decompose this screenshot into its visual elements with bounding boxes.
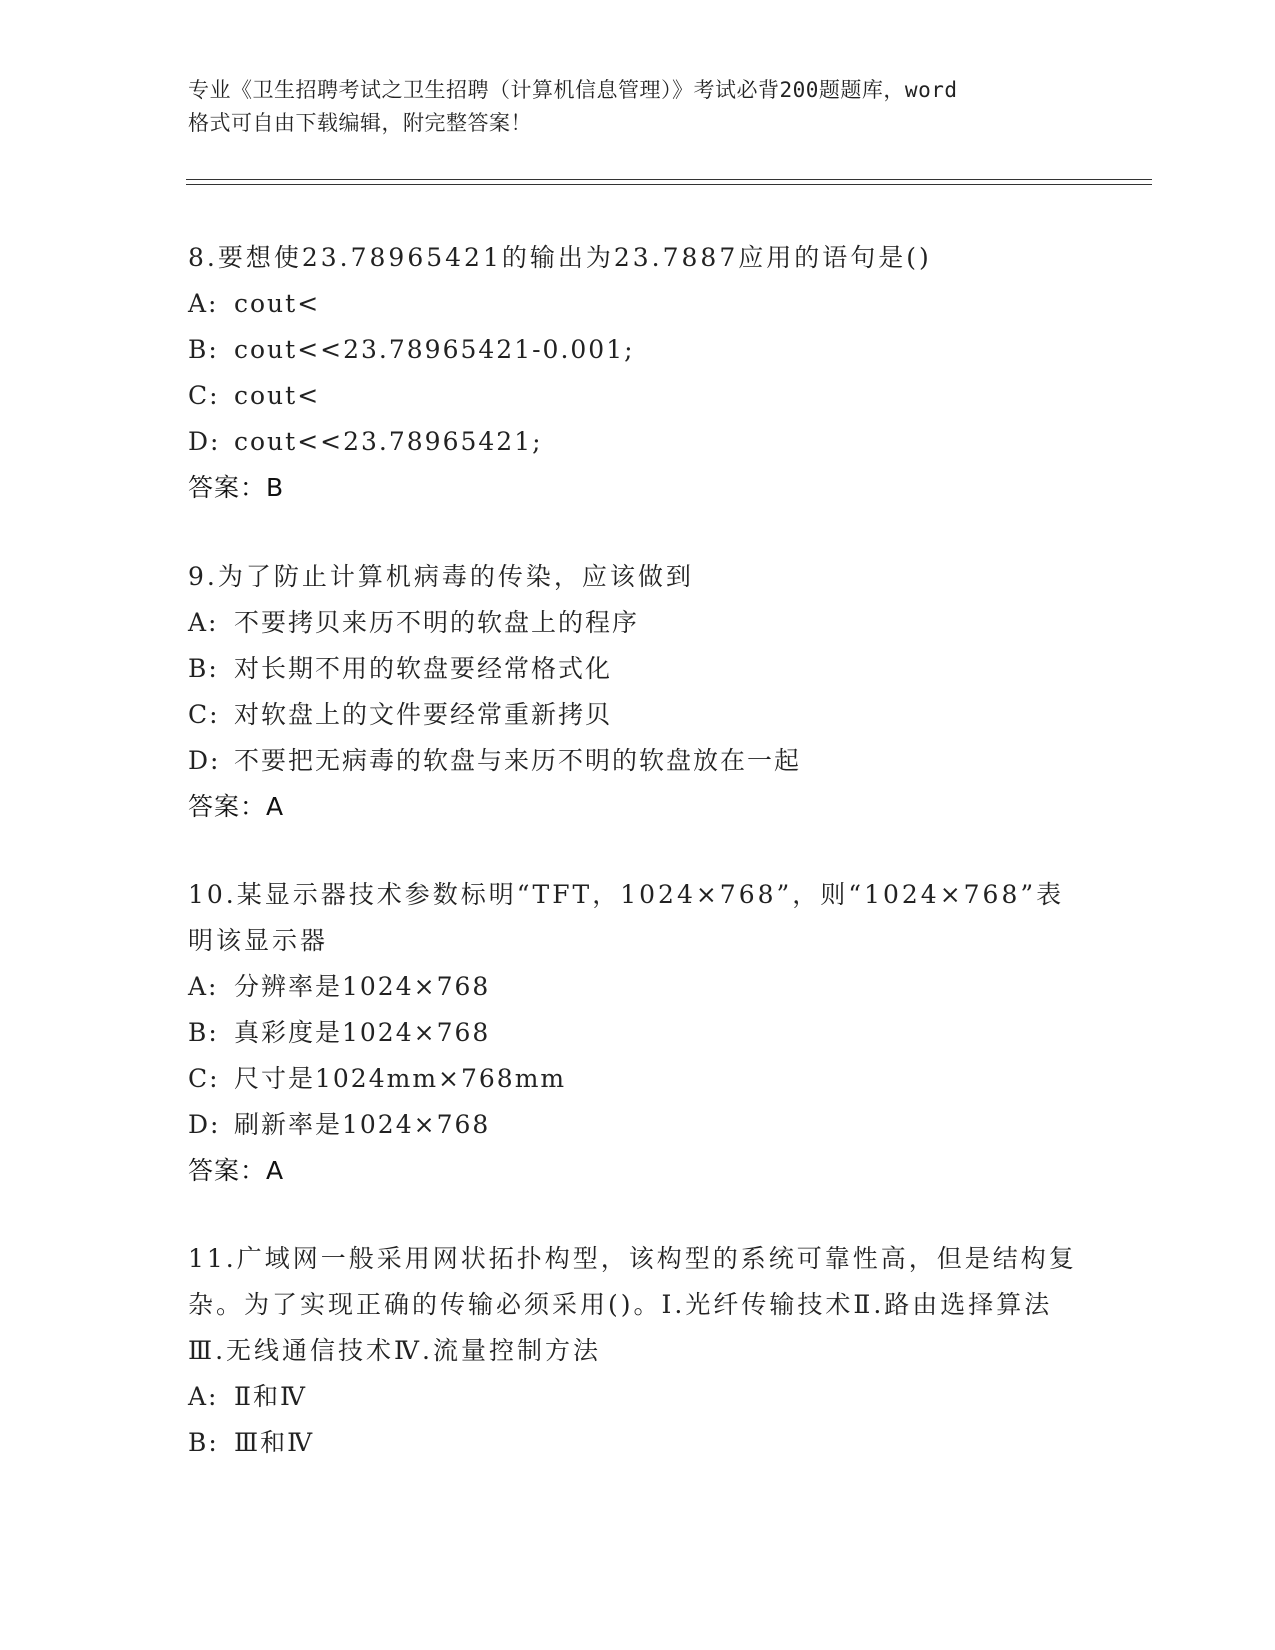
header-divider-top: [186, 179, 1152, 180]
option-text: 不要拷贝来历不明的软盘上的程序: [234, 608, 640, 637]
option-letter: D:: [188, 746, 221, 775]
header-title-line-1: 专业《卫生招聘考试之卫生招聘（计算机信息管理）》考试必背200题题库，word: [188, 78, 958, 102]
header-divider-bottom: [186, 184, 1152, 185]
question-stem: 9.为了防止计算机病毒的传染，应该做到: [188, 562, 694, 591]
option-text: 刷新率是1024×768: [234, 1110, 491, 1139]
option-b: [188, 646, 1088, 692]
option-a: [188, 964, 1088, 1010]
option-c: [188, 692, 1088, 738]
question-stem: 11.广域网一般采用网状拓扑构型，该构型的系统可靠性高，但是结构复杂。为了实现正确的传输必须采用()。Ⅰ.光纤传输技术Ⅱ.路由选择算法Ⅲ.无线通信技术Ⅳ.流量控制方法: [188, 1244, 1077, 1365]
option-letter: D:: [188, 427, 221, 456]
header-title-line-2: 格式可自由下载编辑，附完整答案！: [188, 111, 532, 135]
option-b: [188, 1010, 1088, 1056]
option-a: [188, 600, 1088, 646]
option-text: Ⅲ和Ⅳ: [234, 1428, 315, 1457]
option-c: [188, 1056, 1088, 1102]
option-letter: B:: [188, 1428, 219, 1457]
option-d: [188, 1102, 1088, 1148]
answer-line: 答案：B: [188, 473, 285, 502]
option-letter: A:: [188, 608, 219, 637]
option-letter: A:: [188, 972, 219, 1001]
option-c: [188, 373, 1088, 419]
option-letter: A:: [188, 1382, 219, 1411]
option-text: 对软盘上的文件要经常重新拷贝: [234, 700, 613, 729]
question-stem: 10.某显示器技术参数标明“TFT，1024×768”，则“1024×768”表明该显示器: [188, 880, 1065, 955]
option-letter: B:: [188, 335, 219, 364]
option-text: Ⅱ和Ⅳ: [234, 1382, 307, 1411]
option-text: 尺寸是1024mm×768mm: [234, 1064, 567, 1093]
option-text: 不要把无病毒的软盘与来历不明的软盘放在一起: [234, 746, 802, 775]
option-text: cout<: [234, 289, 321, 318]
question-11: [188, 1236, 1088, 1466]
option-b: [188, 1420, 1088, 1466]
answer-line: 答案：A: [188, 1156, 285, 1185]
option-a: [188, 1374, 1088, 1420]
option-d: [188, 738, 1088, 784]
option-text: 分辨率是1024×768: [234, 972, 491, 1001]
question-10: [188, 872, 1088, 1194]
question-stem: 8.要想使23.78965421的输出为23.7887应用的语句是(): [188, 243, 932, 272]
option-text: cout<<23.78965421-0.001;: [234, 335, 635, 364]
option-d: [188, 419, 1088, 465]
option-text: 真彩度是1024×768: [234, 1018, 491, 1047]
option-letter: B:: [188, 654, 219, 683]
option-a: [188, 281, 1088, 327]
option-text: cout<<23.78965421;: [234, 427, 543, 456]
option-b: [188, 327, 1088, 373]
answer-line: 答案：A: [188, 792, 285, 821]
question-9: [188, 554, 1088, 830]
option-letter: C:: [188, 381, 220, 410]
document-header: [188, 74, 1088, 140]
option-text: cout<: [234, 381, 321, 410]
option-letter: B:: [188, 1018, 219, 1047]
option-text: 对长期不用的软盘要经常格式化: [234, 654, 613, 683]
option-letter: A:: [188, 289, 219, 318]
option-letter: D:: [188, 1110, 221, 1139]
option-letter: C:: [188, 1064, 220, 1093]
option-letter: C:: [188, 700, 220, 729]
question-8: [188, 235, 1088, 511]
